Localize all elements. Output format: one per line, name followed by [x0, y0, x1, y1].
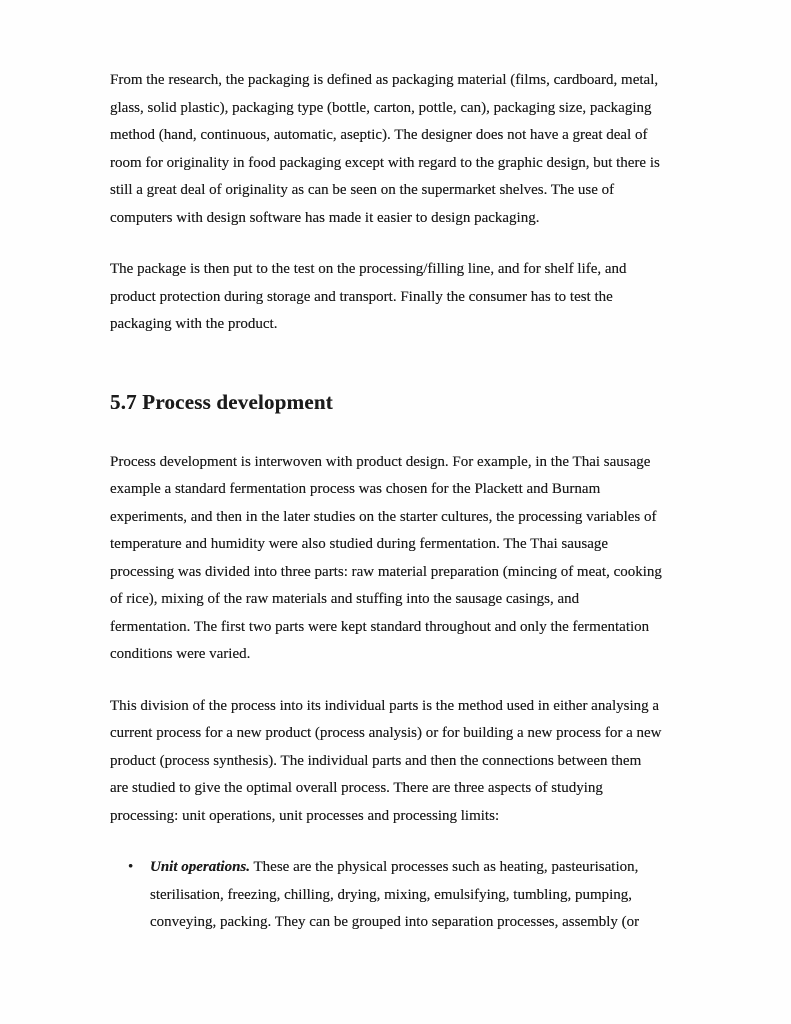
- text-line: fermentation. The first two parts were kept standard throughout and only the fermentation: [110, 618, 650, 635]
- text-line: [150, 854, 639, 882]
- bullet-icon: •: [128, 859, 134, 875]
- text-line: conveying, packing. They can be grouped into separation processes, assembly (or: [150, 914, 640, 930]
- bullet-lead-rest: These are the physical processes such as heating, pasteurisation,: [250, 859, 639, 875]
- text-line: still a great deal of originality as can be seen on the supermarket shelves. The use of: [110, 182, 615, 198]
- text-line: conditions were varied.: [110, 646, 251, 662]
- text-line: product protection during storage and transport. Finally the consumer has to test the: [110, 288, 613, 305]
- paragraph: [110, 693, 696, 831]
- paragraph: [110, 67, 696, 232]
- text-line: sterilisation, freezing, chilling, drying, mixing, emulsifying, tumbling, pumping,: [150, 886, 633, 903]
- text-line: packaging with the product.: [110, 316, 278, 332]
- text-line: room for originality in food packaging except with regard to the graphic design, but there is: [110, 154, 660, 171]
- text-line: processing: unit operations, unit processes and processing limits:: [110, 807, 500, 824]
- bullet-item: [110, 854, 696, 937]
- text-line: computers with design software has made it easier to design packaging.: [110, 209, 540, 226]
- text-line: The package is then put to the test on the processing/filling line, and for shelf life, and: [110, 261, 627, 277]
- text-line: product (process synthesis). The individual parts and then the connections between them: [110, 752, 642, 769]
- text-line: This division of the process into its individual parts is the method used in either analysing a: [110, 697, 660, 714]
- text-line: temperature and humidity were also studied during fermentation. The Thai sausage: [110, 536, 609, 552]
- section-heading: 5.7 Process development: [110, 389, 333, 414]
- text-line: example a standard fermentation process was chosen for the Plackett and Burnam: [110, 481, 601, 497]
- text-line: processing was divided into three parts: raw material preparation (mincing of meat, cooking: [110, 563, 662, 580]
- text-line: Process development is interwoven with product design. For example, in the Thai sausage: [110, 453, 651, 470]
- paragraph: [110, 256, 696, 339]
- bullet-text: [150, 854, 639, 937]
- text-line: are studied to give the optimal overall process. There are three aspects of studying: [110, 780, 603, 796]
- text-line: of rice), mixing of the raw materials and stuffing into the sausage casings, and: [110, 591, 580, 607]
- text-line: experiments, and then in the later studies on the starter cultures, the processing variables of: [110, 508, 657, 525]
- text-line: current process for a new product (process analysis) or for building a new process for a new: [110, 725, 662, 741]
- text-line: From the research, the packaging is defined as packaging material (films, cardboard, metal,: [110, 72, 659, 88]
- paragraph: [110, 449, 696, 669]
- bullet-lead: Unit operations.: [150, 859, 251, 875]
- text-line: method (hand, continuous, automatic, aseptic). The designer does not have a great deal of: [110, 127, 648, 143]
- text-line: glass, solid plastic), packaging type (bottle, carton, pottle, can), packaging size, packaging: [110, 99, 652, 116]
